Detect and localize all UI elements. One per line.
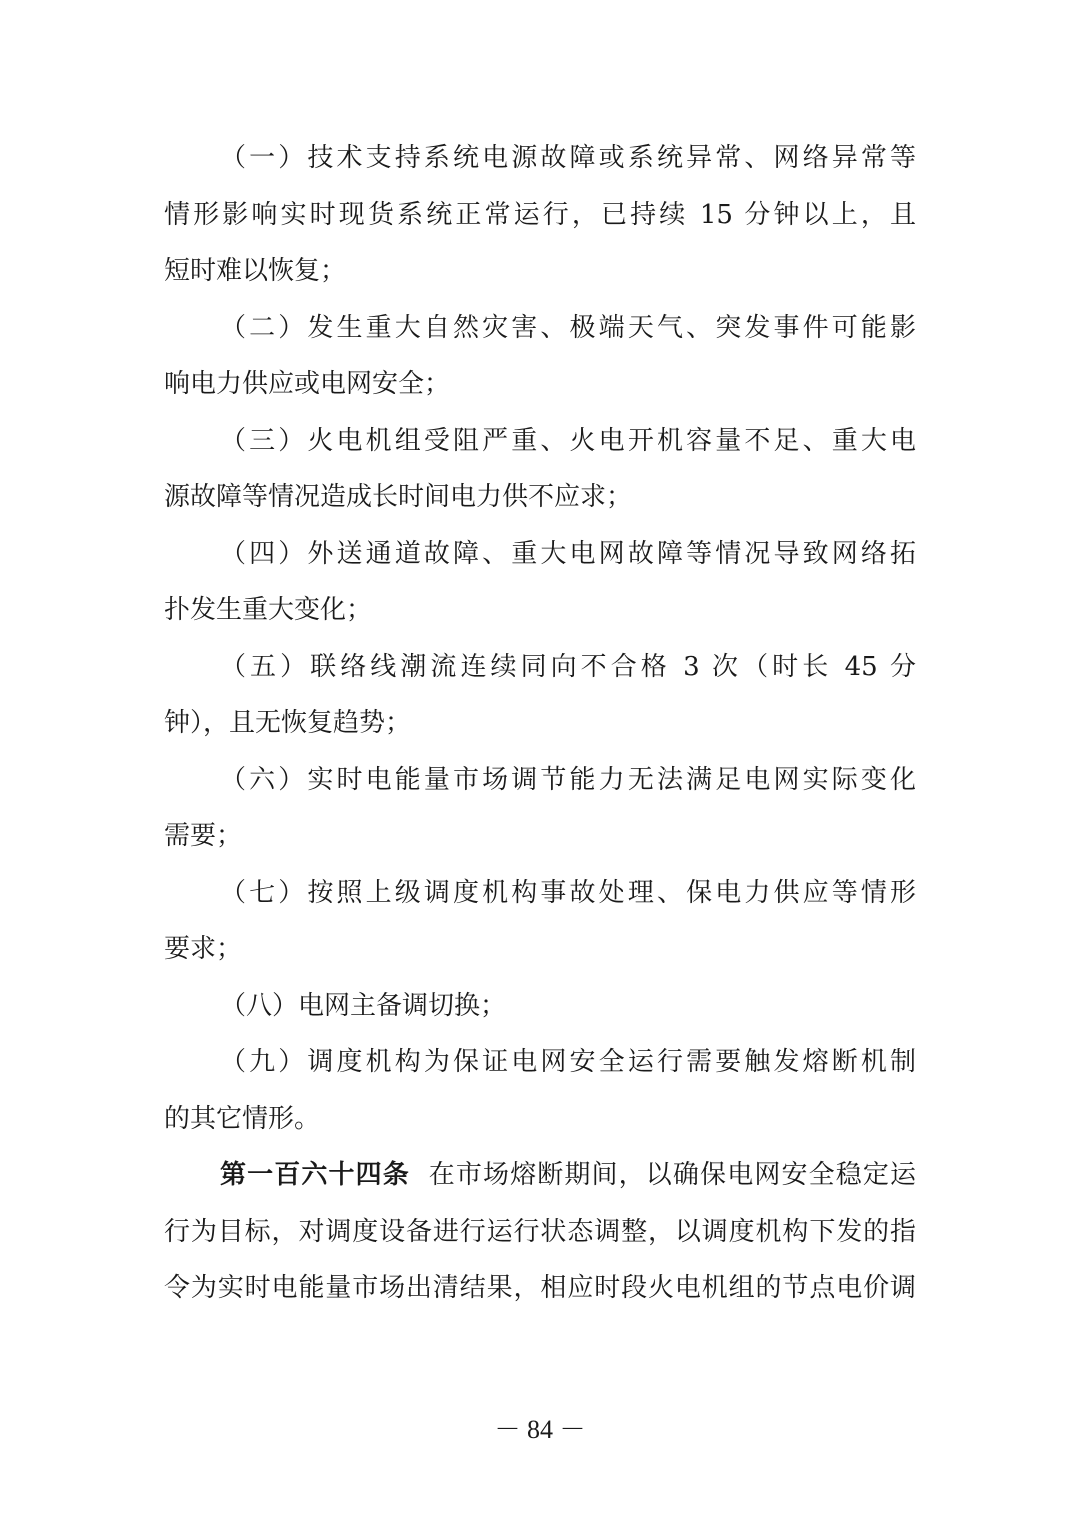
paragraph-item-9 — [164, 1034, 916, 1147]
body-text — [164, 130, 916, 1317]
text-line: （四）外送通道故障、重大电网故障等情况导致网络拓 — [220, 538, 916, 569]
text-line: （一）技术支持系统电源故障或系统异常、网络异常等 — [220, 143, 916, 173]
text-line: 情形影响实时现货系统正常运行，已持续 15 分钟以上，且 — [164, 199, 916, 230]
text-line: （三）火电机组受阻严重、火电开机容量不足、重大电 — [220, 425, 916, 456]
paragraph-item-1 — [164, 130, 916, 300]
text-line: （五）联络线潮流连续同向不合格 3 次（时长 45 分 — [220, 651, 916, 682]
text-line: 源故障等情况造成长时间电力供不应求； — [164, 482, 633, 512]
text-line: 行为目标，对调度设备进行运行状态调整，以调度机构下发的指 — [164, 1216, 916, 1247]
paragraph-item-7 — [164, 865, 916, 978]
paragraph-item-5 — [164, 639, 916, 752]
text-line: （二）发生重大自然灾害、极端天气、突发事件可能影 — [220, 312, 916, 343]
paragraph-item-3 — [164, 413, 916, 526]
text-line: 需要； — [164, 821, 243, 851]
text-line: 的其它情形。 — [164, 1103, 321, 1134]
text-line: （九）调度机构为保证电网安全运行需要触发熔断机制 — [220, 1047, 916, 1077]
text-line: 钟），且无恢复趋势； — [164, 708, 412, 738]
page-number: － 84 － — [494, 1415, 586, 1444]
article-164 — [164, 1147, 916, 1317]
paragraph-item-2 — [164, 300, 916, 413]
article-first-line — [164, 1147, 916, 1204]
text-line: （八）电网主备调切换； — [220, 990, 507, 1021]
paragraph-item-8 — [164, 978, 916, 1035]
article-first-line-text: 在市场熔断期间，以确保电网安全稳定运 — [428, 1160, 916, 1190]
text-line: 短时难以恢复； — [164, 256, 347, 286]
text-line: 响电力供应或电网安全； — [164, 369, 451, 399]
text-line: （六）实时电能量市场调节能力无法满足电网实际变化 — [220, 764, 916, 795]
text-line: 令为实时电能量市场出清结果，相应时段火电机组的节点电价调 — [164, 1273, 916, 1303]
article-heading: 第一百六十四条 — [220, 1160, 410, 1190]
text-line: 扑发生重大变化； — [164, 595, 373, 625]
text-line: （七）按照上级调度机构事故处理、保电力供应等情形 — [220, 877, 916, 908]
text-line: 要求； — [164, 934, 243, 964]
paragraph-item-4 — [164, 526, 916, 639]
paragraph-item-6 — [164, 752, 916, 865]
